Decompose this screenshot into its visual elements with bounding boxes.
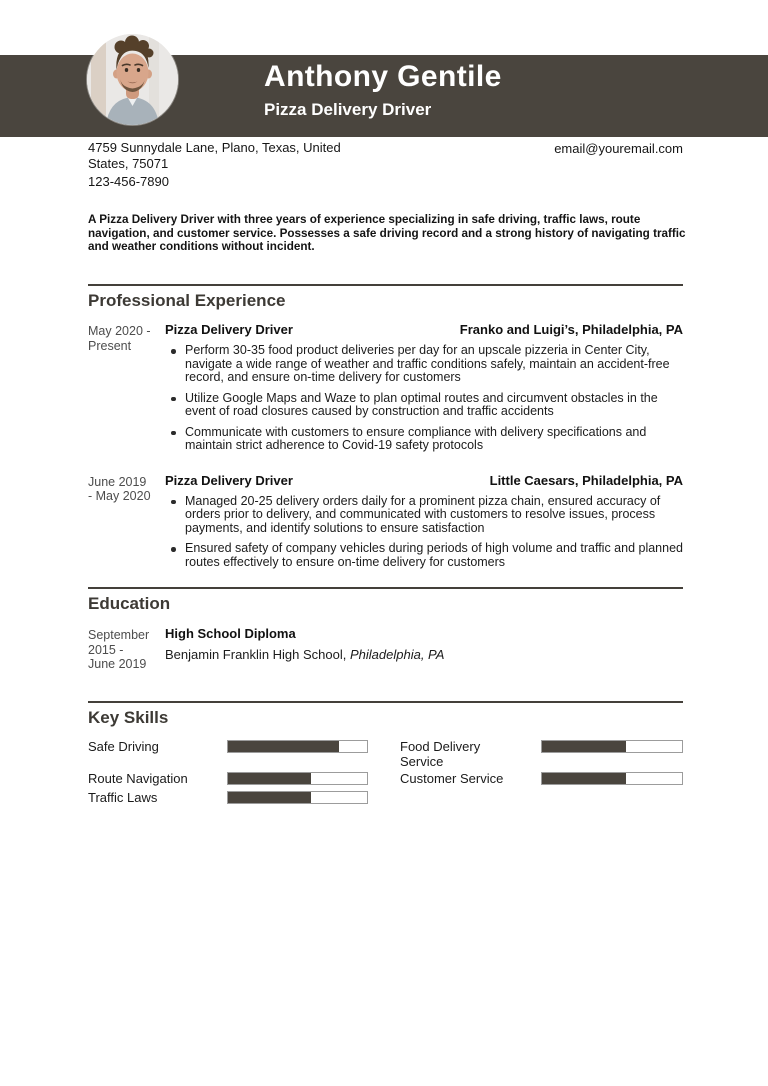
address-line-2: States, 75071: [88, 155, 169, 171]
contact-block: [88, 140, 683, 190]
education-dates: [88, 627, 165, 672]
job-entry: [88, 474, 683, 577]
skill-row: [88, 739, 159, 754]
education-date-line: 2015 -: [88, 642, 124, 657]
education-heading: Education: [88, 594, 171, 613]
skill-label: Route Navigation: [88, 771, 188, 786]
section-divider: [88, 587, 683, 589]
skill-row: [400, 771, 525, 786]
skill-row: [88, 790, 157, 805]
skill-row: [400, 739, 525, 769]
school-line: [165, 648, 683, 662]
job-bullet: Perform 30-35 food product deliveries per day for an upscale pizzeria in Center City, navigate a wide range of weather and traffic conditions safely, maintain an accident-free record, and ensure on-time delivery for customers: [165, 344, 683, 385]
education-entry: [88, 627, 683, 672]
skill-bar-fill: [228, 773, 311, 784]
email-address: email@youremail.com: [554, 141, 683, 156]
job-details: [165, 474, 683, 577]
skill-bar: [541, 740, 683, 753]
education-details: [165, 627, 683, 672]
skill-bar: [227, 772, 368, 785]
person-name: Anthony Gentile: [264, 60, 502, 93]
person-job-title: Pizza Delivery Driver: [264, 100, 432, 119]
skill-bar: [541, 772, 683, 785]
address: [88, 140, 428, 171]
skill-bar-fill: [542, 741, 626, 752]
skill-bar: [227, 740, 368, 753]
summary-text: A Pizza Delivery Driver with three years of experience specializing in safe driving, traffic laws, route navigation, and customer service. Possesses a safe driving record and a strong history of navigating traffic and weather conditions without incident.: [88, 213, 686, 254]
job-header: [165, 474, 683, 488]
job-bullet: Utilize Google Maps and Waze to plan optimal routes and circumvent obstacles in the event of road closures caused by construction and traffic accidents: [165, 392, 683, 419]
job-details: [165, 323, 683, 460]
job-bullet: Communicate with customers to ensure compliance with delivery specifications and maintain strict adherence to Covid-19 safety protocols: [165, 426, 683, 453]
job-header: [165, 323, 683, 337]
person-photo-illustration: [87, 34, 178, 125]
skills-grid: [88, 739, 683, 814]
job-company: Little Caesars, Philadelphia, PA: [489, 472, 683, 488]
job-entry: [88, 323, 683, 460]
job-date-line: May 2020 -: [88, 324, 151, 338]
education-section: [88, 587, 683, 672]
job-bullet-list: [165, 344, 683, 453]
job-date-line: Present: [88, 338, 132, 353]
skill-bar-fill: [542, 773, 626, 784]
section-divider: [88, 701, 683, 703]
address-line-1: 4759 Sunnydale Lane, Plano, Texas, United: [88, 140, 341, 155]
avatar: [87, 34, 178, 125]
section-divider: [88, 284, 683, 286]
skill-bar-fill: [228, 741, 339, 752]
school-name: Benjamin Franklin High School,: [165, 647, 347, 662]
skill-label: Customer Service: [400, 771, 504, 786]
job-dates: [88, 323, 165, 460]
phone-number: 123-456-7890: [88, 174, 169, 189]
degree-name: High School Diploma: [165, 626, 296, 641]
skills-heading: Key Skills: [88, 708, 169, 727]
education-date-line: June 2019: [88, 657, 147, 671]
experience-heading: Professional Experience: [88, 291, 286, 310]
job-title: Pizza Delivery Driver: [165, 322, 293, 337]
job-bullet: Ensured safety of company vehicles during periods of high volume and traffic and planned routes effectively to ensure on-time delivery for customers: [165, 542, 683, 569]
experience-section: [88, 284, 683, 576]
skill-bar-fill: [228, 792, 311, 803]
job-date-line: - May 2020: [88, 489, 151, 503]
job-dates: [88, 474, 165, 577]
skill-label: Food Delivery Service: [400, 739, 481, 769]
skill-bar: [227, 791, 368, 804]
skill-label: Traffic Laws: [88, 790, 158, 805]
skills-section: [88, 701, 683, 814]
education-date-line: September: [88, 628, 150, 642]
job-bullet-list: [165, 495, 683, 570]
job-company: Franko and Luigi’s, Philadelphia, PA: [459, 322, 683, 337]
job-title: Pizza Delivery Driver: [165, 472, 293, 488]
job-date-line: June 2019: [88, 474, 147, 489]
skill-row: [88, 771, 188, 786]
job-bullet: Managed 20-25 delivery orders daily for a prominent pizza chain, ensured accuracy of orders prior to delivery, and communicated with customers to resolve issues, process payments, and identify solutions to ensure satisfaction: [165, 495, 683, 536]
school-location: Philadelphia, PA: [350, 647, 445, 662]
skill-label: Safe Driving: [88, 739, 159, 754]
